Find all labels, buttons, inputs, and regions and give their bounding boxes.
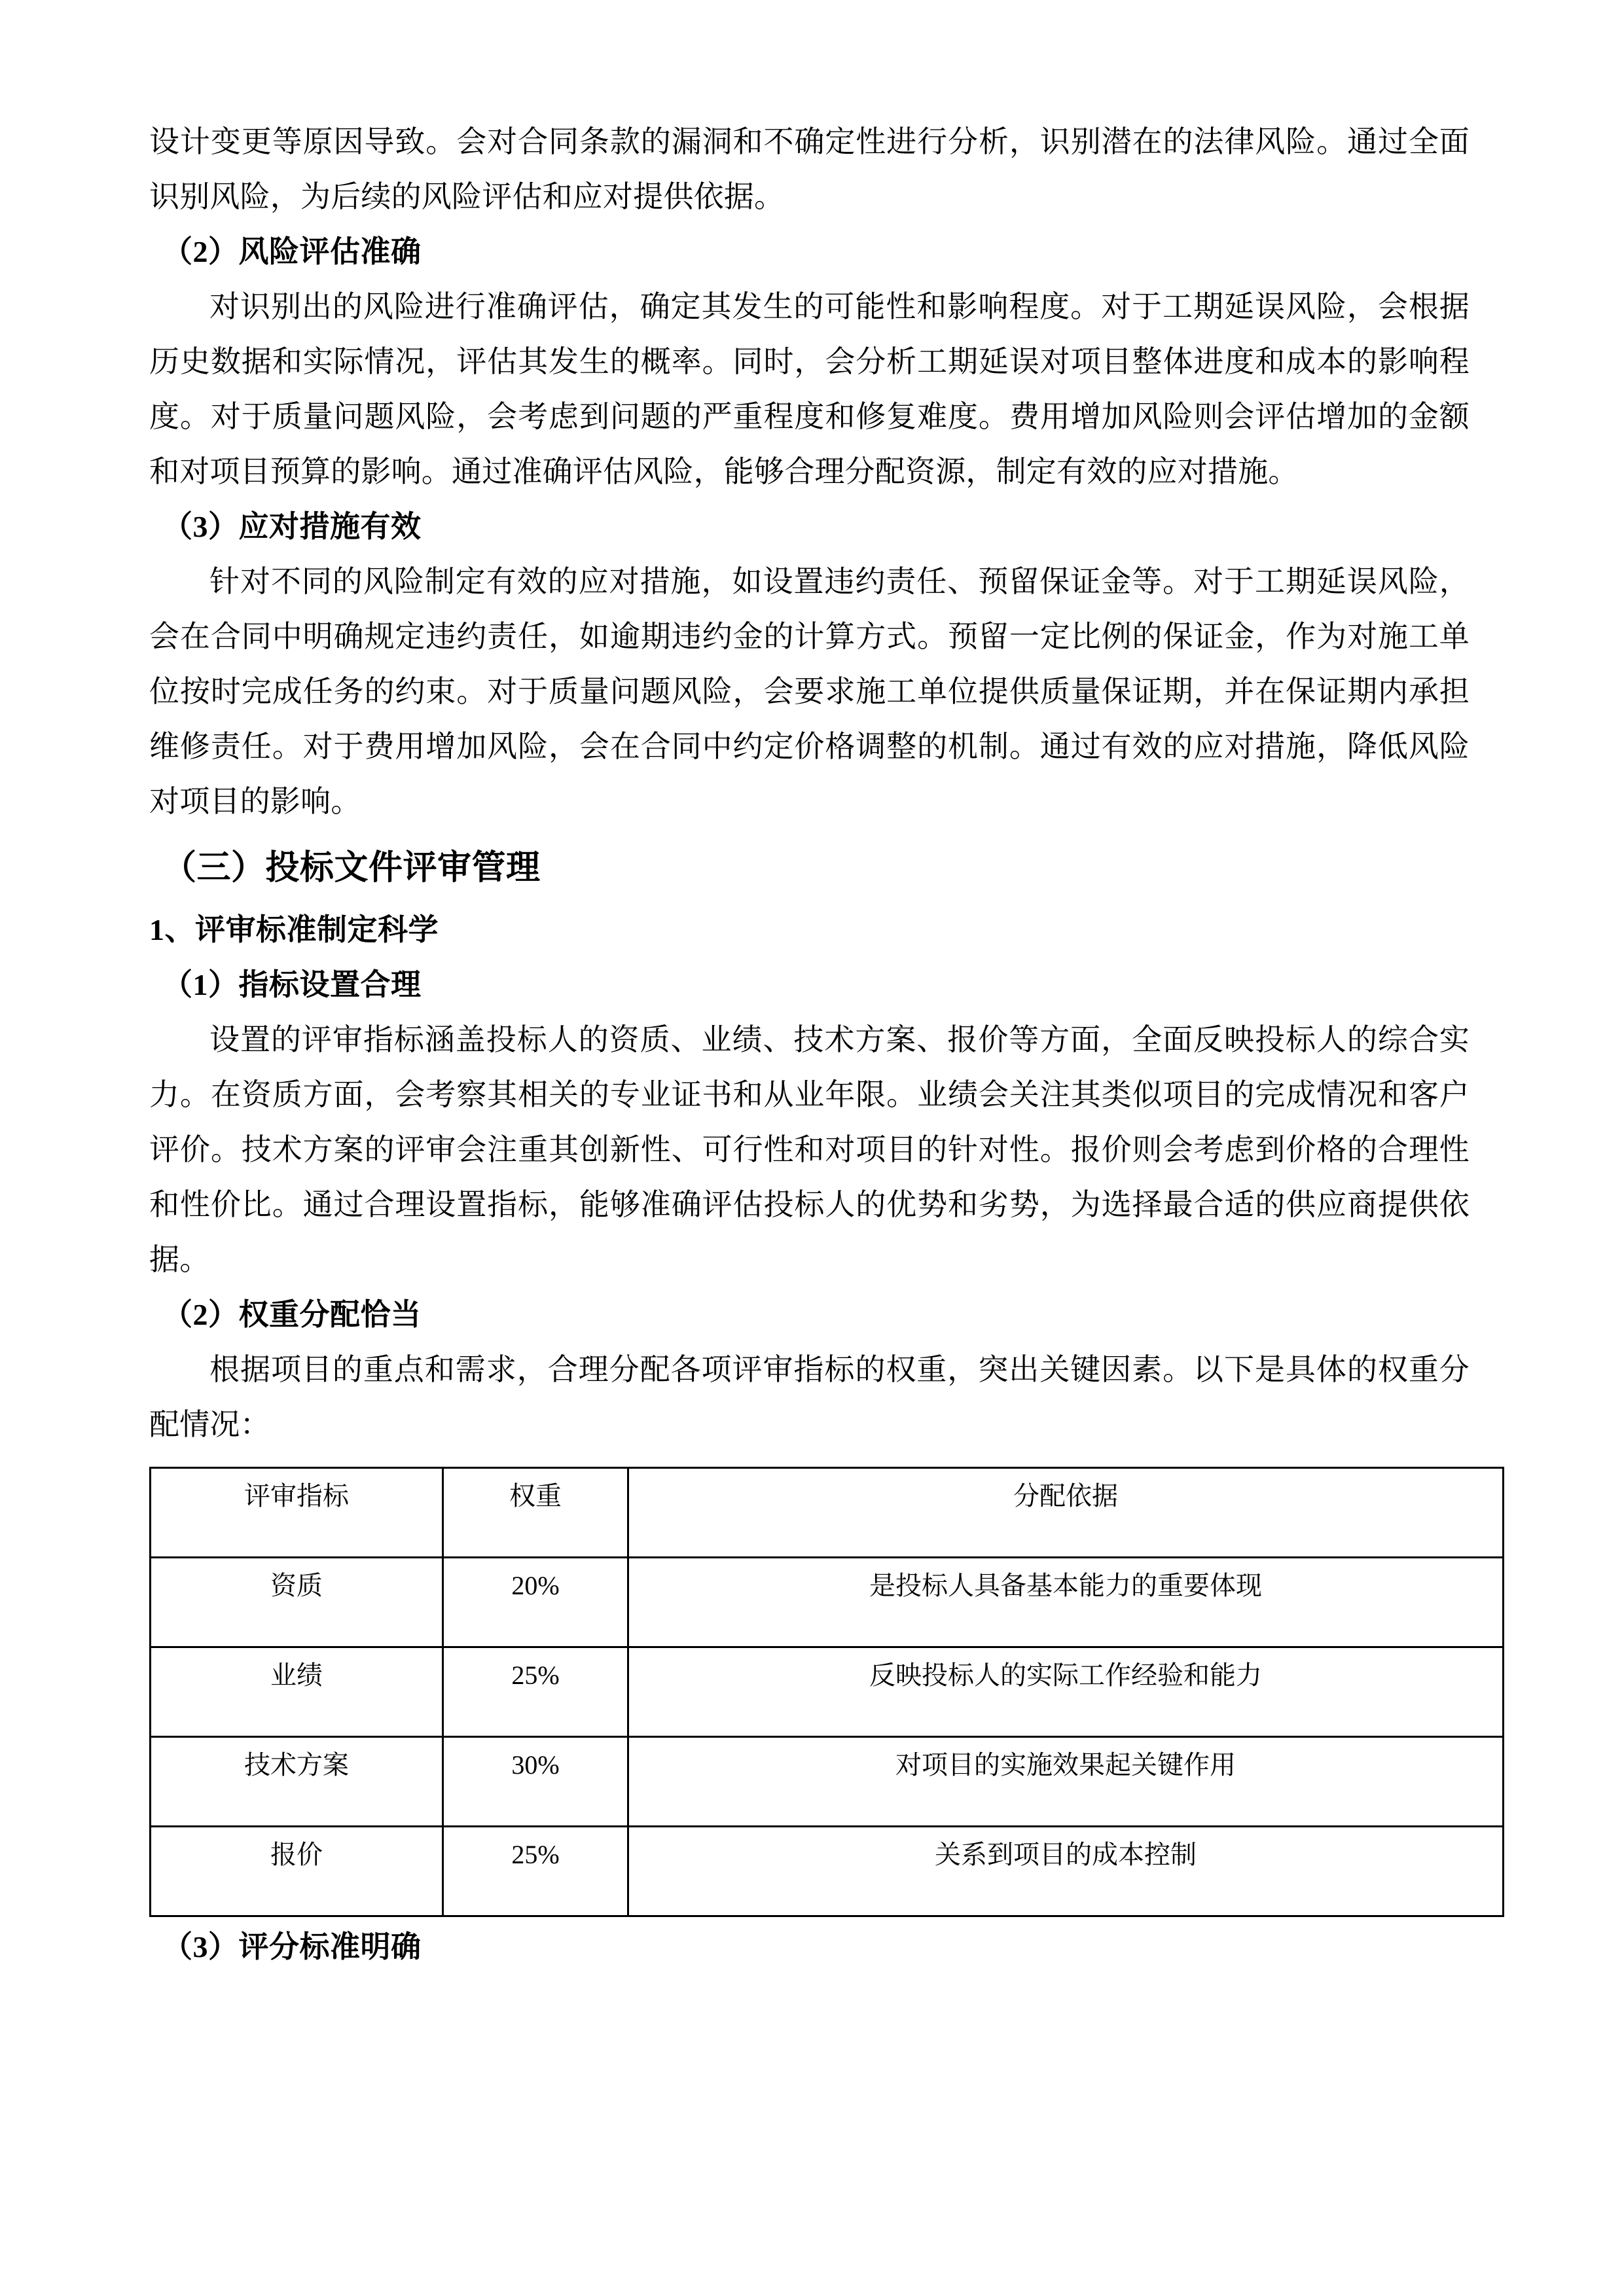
cell-basis: 对项目的实施效果起关键作用 [628,1737,1504,1827]
cell-metric: 报价 [151,1827,443,1916]
table-header-row [151,1468,1504,1558]
cell-metric: 技术方案 [151,1737,443,1827]
table-body [151,1468,1504,1916]
cell-basis: 是投标人具备基本能力的重要体现 [628,1558,1504,1647]
cell-weight: 20% [443,1558,628,1647]
cell-weight: 25% [443,1827,628,1916]
paragraph-response-measures: 针对不同的风险制定有效的应对措施，如设置违约责任、预留保证金等。对于工期延误风险，会在合同中明确规定违约责任，如逾期违约金的计算方式。预留一定比例的保证金，作为对施工单位按时完成任务的约束。对于质量问题风险，会要求施工单位提供质量保证期，并在保证期内承担维修责任。对于费用增加风险，会在合同中约定价格调整的机制。通过有效的应对措施，降低风险对项目的影响。 [149,565,1470,818]
heading-3-scoring-standard-clear: （3）评分标准明确 [162,1930,422,1964]
heading-1-indicator-setting-reasonable: （1）指标设置合理 [162,968,422,1001]
table-header-basis: 分配依据 [628,1468,1504,1558]
cell-weight: 30% [443,1737,628,1827]
cell-basis: 关系到项目的成本控制 [628,1827,1504,1916]
heading-1-review-criteria-scientific: 1、评审标准制定科学 [149,913,439,946]
table-row [151,1827,1504,1916]
heading-section-three-bid-document-review: （三）投标文件评审管理 [162,850,541,887]
paragraph-weight-allocation: 根据项目的重点和需求，合理分配各项评审指标的权重，突出关键因素。以下是具体的权重分配情况： [149,1353,1470,1441]
heading-2-weight-allocation-appropriate: （2）权重分配恰当 [162,1298,422,1331]
weight-allocation-table [149,1467,1504,1917]
table-row [151,1647,1504,1737]
table-row [151,1737,1504,1827]
table-header-weight: 权重 [443,1468,628,1558]
table-row [151,1558,1504,1647]
paragraph-risk-assessment: 对识别出的风险进行准确评估，确定其发生的可能性和影响程度。对于工期延误风险，会根据历史数据和实际情况，评估其发生的概率。同时，会分析工期延误对项目整体进度和成本的影响程度。对于质量问题风险，会考虑到问题的严重程度和修复难度。费用增加风险则会评估增加的金额和对项目预算的影响。通过准确评估风险，能够合理分配资源，制定有效的应对措施。 [149,290,1470,488]
paragraph-risk-identification-continued: 设计变更等原因导致。会对合同条款的漏洞和不确定性进行分析，识别潜在的法律风险。通过全面识别风险，为后续的风险评估和应对提供依据。 [149,125,1470,213]
cell-basis: 反映投标人的实际工作经验和能力 [628,1647,1504,1737]
cell-metric: 业绩 [151,1647,443,1737]
paragraph-indicator-setting: 设置的评审指标涵盖投标人的资质、业绩、技术方案、报价等方面，全面反映投标人的综合实力。在资质方面，会考察其相关的专业证书和从业年限。业绩会关注其类似项目的完成情况和客户评价。技术方案的评审会注重其创新性、可行性和对项目的针对性。报价则会考虑到价格的合理性和性价比。通过合理设置指标，能够准确评估投标人的优势和劣势，为选择最合适的供应商提供依据。 [149,1023,1470,1276]
cell-metric: 资质 [151,1558,443,1647]
heading-response-measures-effective: （3）应对措施有效 [162,510,422,543]
heading-risk-assessment-accurate: （2）风险评估准确 [162,235,422,268]
table-header-metric: 评审指标 [151,1468,443,1558]
cell-weight: 25% [443,1647,628,1737]
